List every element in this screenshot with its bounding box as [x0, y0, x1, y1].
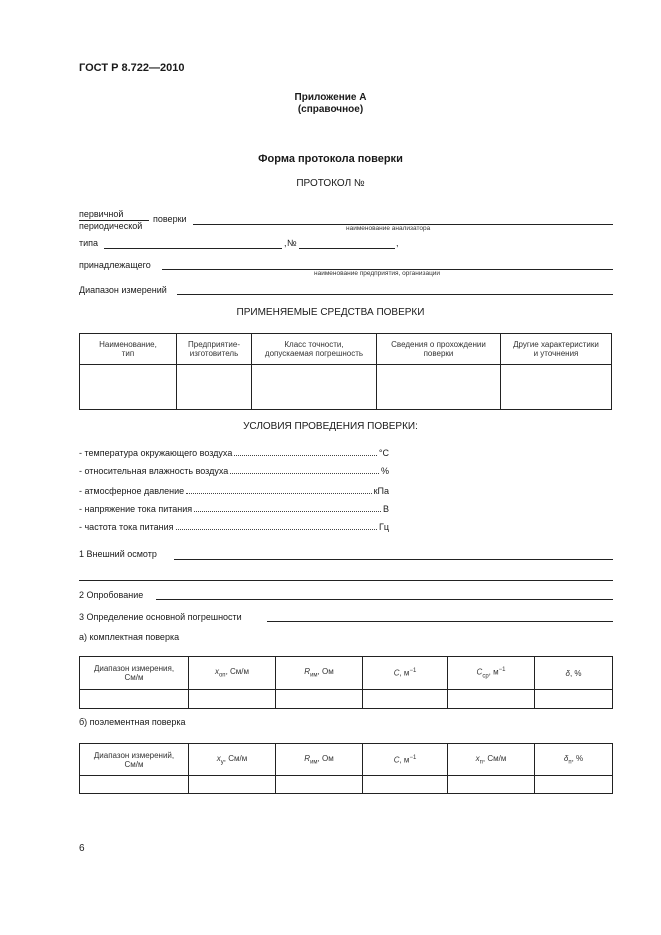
table-cell[interactable] — [177, 365, 252, 410]
table-cell[interactable] — [448, 690, 535, 709]
complex-title: а) комплектная поверка — [79, 632, 180, 642]
protocol-label: ПРОТОКОЛ № — [296, 178, 365, 189]
periodic-label: периодической — [79, 221, 143, 231]
condition-unit: % — [380, 466, 389, 476]
primary-label: первичной — [79, 209, 124, 219]
tools-col-verification: Сведения о прохождении поверки — [377, 334, 501, 365]
elementwise-col-c: С, $м^{-1}$ — [363, 744, 448, 776]
complex-col-c: С, $м^{-1}$ — [363, 657, 448, 690]
table-cell[interactable] — [276, 776, 363, 794]
owner-label: принадлежащего — [79, 260, 151, 270]
elementwise-col-delta: $\delta_п$, % — [535, 744, 613, 776]
appendix-title: Приложение А — [294, 92, 367, 103]
type-label: типа — [79, 238, 99, 248]
condition-temperature — [79, 448, 389, 458]
tools-col-name: Наименование, тип — [80, 334, 177, 365]
elementwise-title: б) поэлементная поверка — [79, 717, 186, 727]
appendix-subtitle: (справочное) — [297, 104, 364, 115]
external-inspection-label: 1 Внешний осмотр — [79, 549, 157, 559]
condition-unit: °С — [378, 448, 389, 458]
complex-col-csr: $C_{ср}$, $м^{-1}$ — [448, 657, 535, 690]
condition-frequency — [79, 522, 389, 532]
table-cell[interactable] — [80, 365, 177, 410]
table-row — [80, 365, 612, 410]
external-inspection-field[interactable] — [174, 559, 613, 560]
analyzer-hint: наименование анализатора — [346, 225, 431, 232]
range-label: Диапазон измерений — [79, 285, 167, 295]
table-cell[interactable] — [252, 365, 377, 410]
table-cell[interactable] — [276, 690, 363, 709]
table-cell[interactable] — [377, 365, 501, 410]
error-label: 3 Определение основной погрешности — [79, 612, 242, 622]
table-cell[interactable] — [535, 690, 613, 709]
tools-table — [79, 333, 612, 410]
complex-col-rim: $R_{им}$, Ом — [276, 657, 363, 690]
table-cell[interactable] — [448, 776, 535, 794]
condition-unit: В — [382, 504, 389, 514]
number-sign: № — [287, 238, 297, 248]
comma: , — [284, 238, 287, 248]
complex-col-delta: δ, % — [535, 657, 613, 690]
tools-col-other: Другие характеристики и уточнения — [501, 334, 612, 365]
external-inspection-field-2[interactable] — [79, 580, 613, 581]
condition-humidity — [79, 466, 389, 476]
page-number: 6 — [79, 843, 85, 854]
conditions-title: УСЛОВИЯ ПРОВЕДЕНИЯ ПОВЕРКИ: — [243, 421, 418, 432]
condition-label: - относительная влажность воздуха — [79, 466, 229, 476]
elementwise-col-range: Диапазон измерений, См/м — [80, 744, 189, 776]
table-cell[interactable] — [535, 776, 613, 794]
comma-2: , — [396, 238, 399, 248]
table-cell[interactable] — [80, 776, 189, 794]
condition-label: - температура окружающего воздуха — [79, 448, 233, 458]
elementwise-col-xp: $x_п$, См/м — [448, 744, 535, 776]
condition-unit: кПа — [373, 486, 389, 496]
table-cell[interactable] — [363, 776, 448, 794]
form-title: Форма протокола поверки — [258, 153, 403, 165]
table-cell[interactable] — [80, 690, 189, 709]
verification-label: поверки — [153, 214, 187, 224]
tools-col-class: Класс точности, допускаемая погрешность — [252, 334, 377, 365]
condition-label: - напряжение тока питания — [79, 504, 193, 514]
testing-label: 2 Опробование — [79, 590, 144, 600]
elementwise-col-xu: $x_у$, См/м — [189, 744, 276, 776]
tools-title: ПРИМЕНЯЕМЫЕ СРЕДСТВА ПОВЕРКИ — [236, 307, 425, 318]
table-row — [80, 776, 613, 794]
table-cell[interactable] — [189, 776, 276, 794]
standard-header: ГОСТ Р 8.722—2010 — [79, 62, 185, 74]
type-field[interactable] — [104, 248, 282, 249]
owner-hint: наименование предприятия, организации — [314, 270, 441, 277]
complex-col-range: Диапазон измерения, См/м — [80, 657, 189, 690]
testing-field[interactable] — [156, 599, 613, 600]
condition-label: - атмосферное давление — [79, 486, 185, 496]
condition-pressure — [79, 486, 389, 496]
tools-col-maker: Предприятие- изготовитель — [177, 334, 252, 365]
complex-table — [79, 656, 613, 709]
table-cell[interactable] — [501, 365, 612, 410]
error-field[interactable] — [267, 621, 613, 622]
condition-label: - частота тока питания — [79, 522, 174, 532]
table-row — [80, 690, 613, 709]
range-field[interactable] — [177, 294, 613, 295]
table-cell[interactable] — [189, 690, 276, 709]
elementwise-col-rim: $R_{им}$, Ом — [276, 744, 363, 776]
table-cell[interactable] — [363, 690, 448, 709]
condition-voltage — [79, 504, 389, 514]
complex-col-xop: $x_{оп}$, См/м — [189, 657, 276, 690]
condition-unit: Гц — [378, 522, 389, 532]
elementwise-table — [79, 743, 613, 794]
number-field[interactable] — [299, 248, 395, 249]
